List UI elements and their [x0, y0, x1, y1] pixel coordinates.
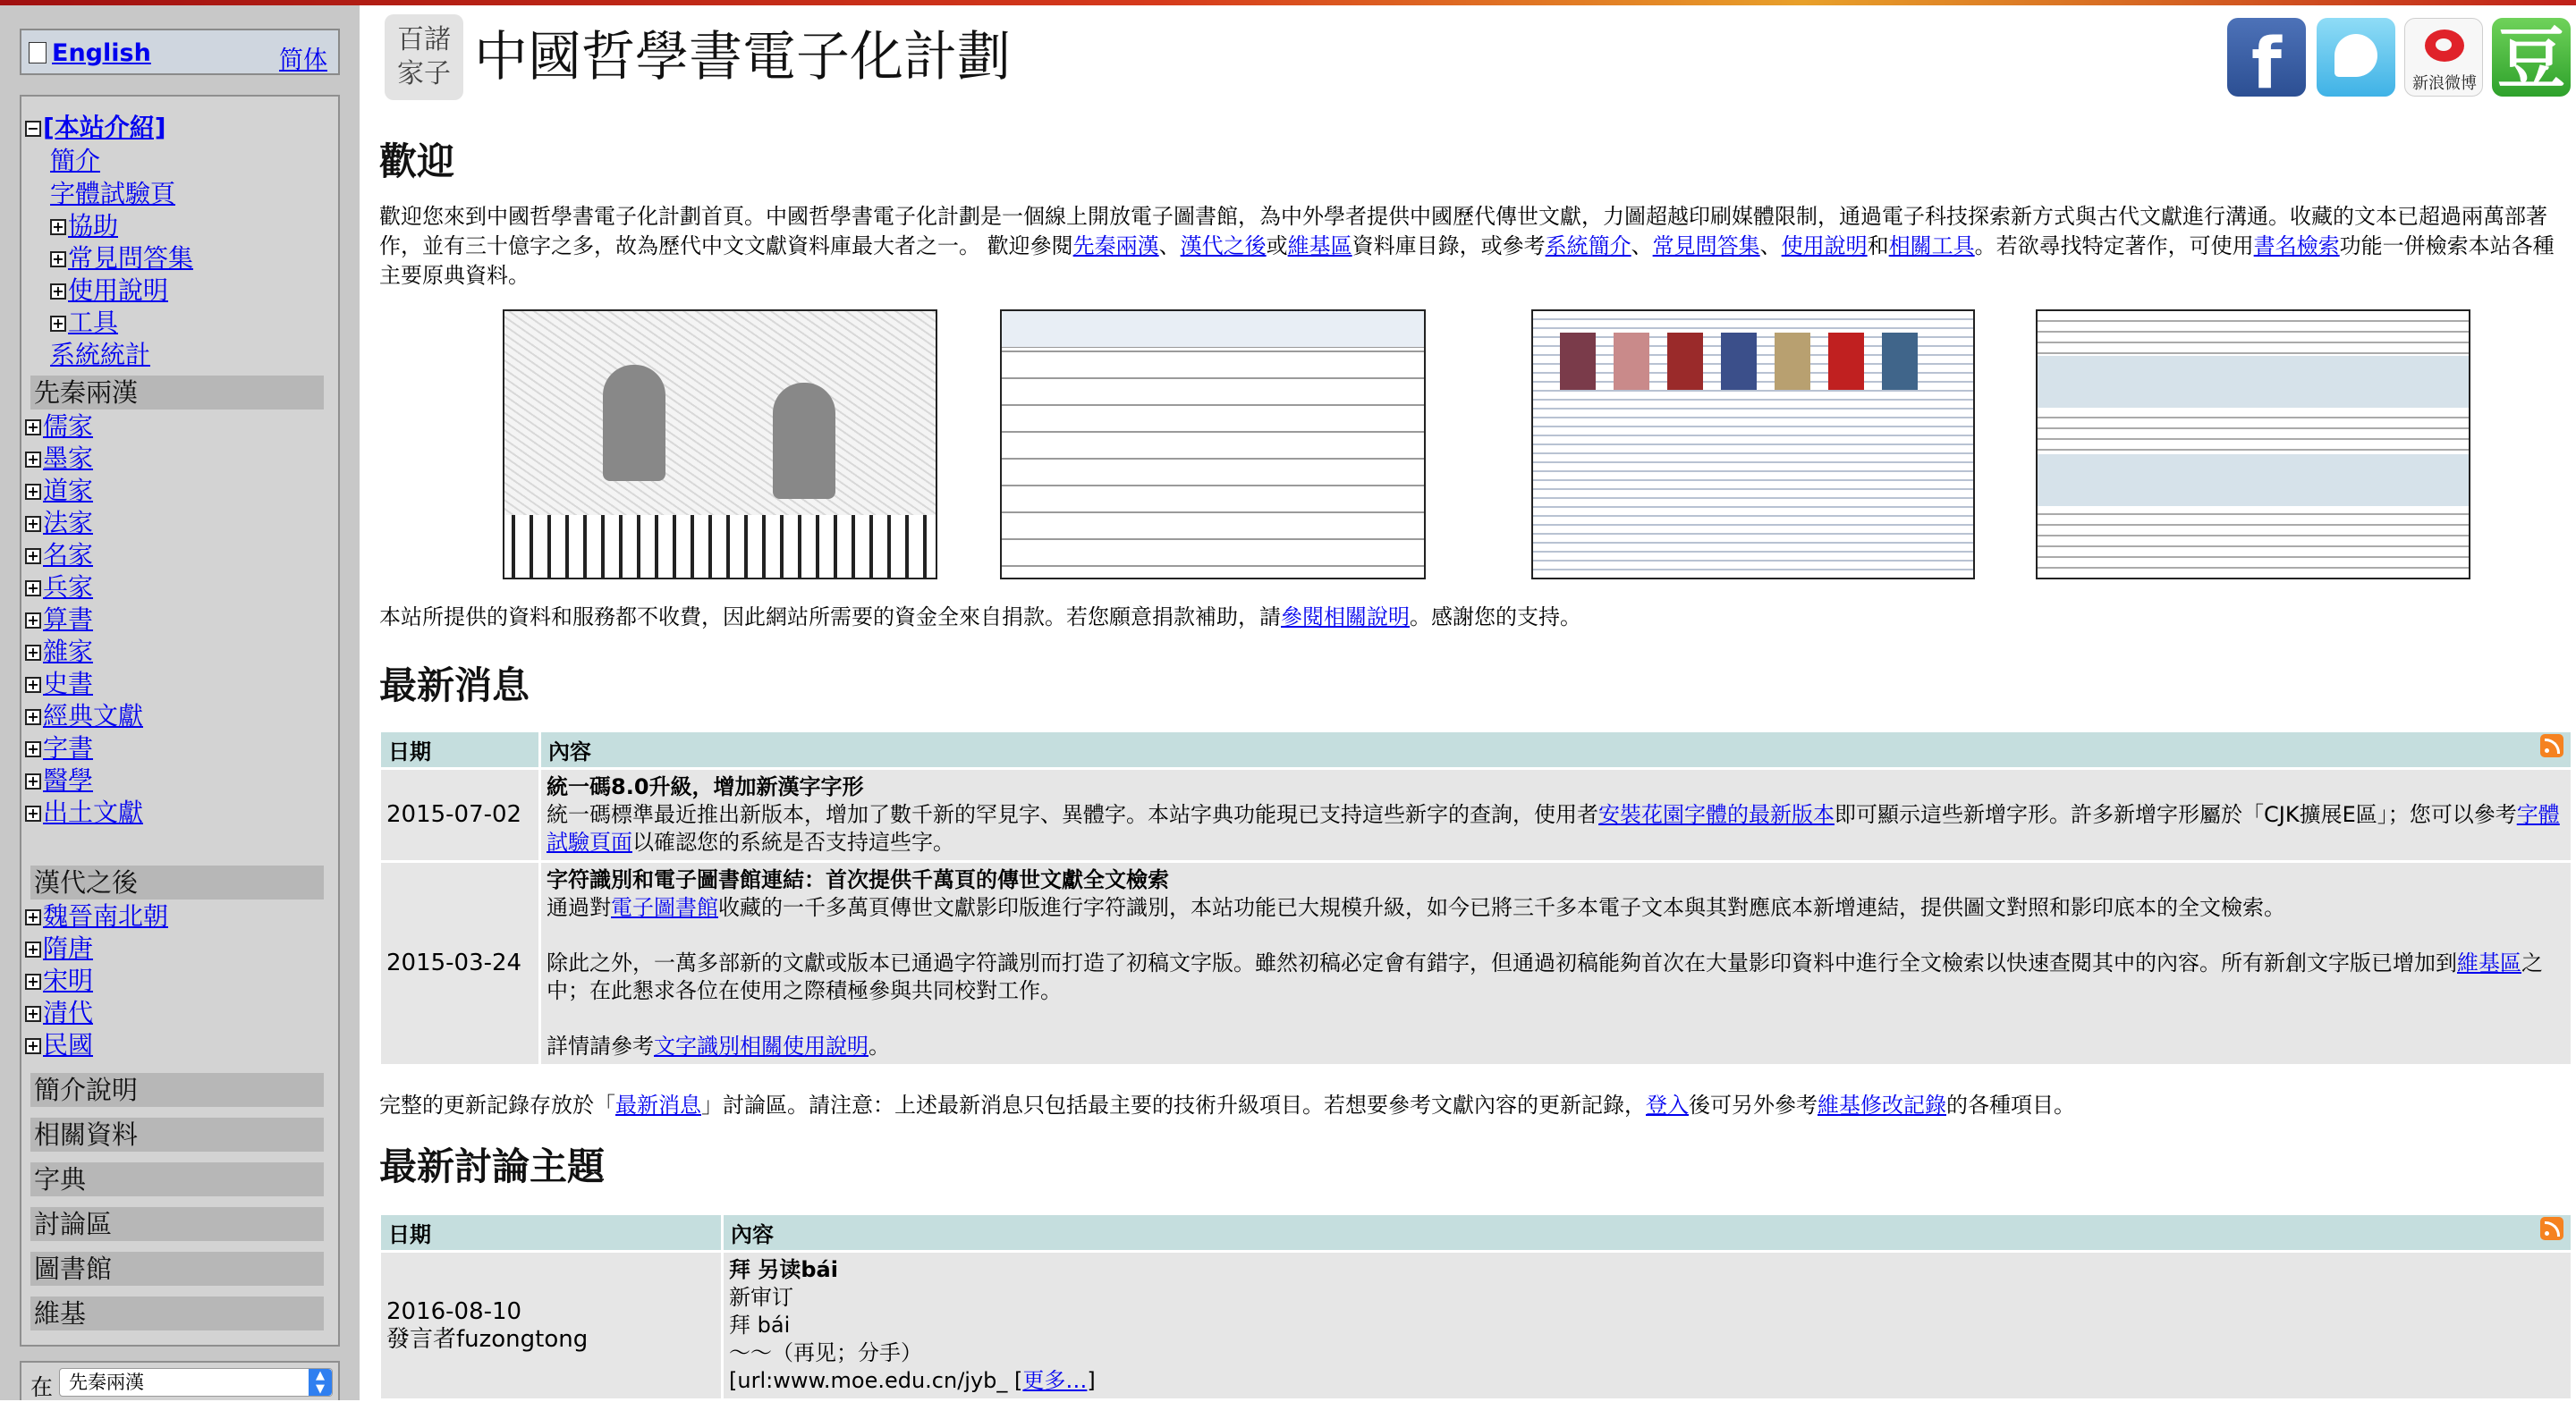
flag-icon: [29, 42, 47, 63]
expand-icon[interactable]: +: [25, 1038, 41, 1054]
expand-icon[interactable]: +: [25, 548, 41, 564]
expand-icon[interactable]: +: [25, 612, 41, 629]
link-faq[interactable]: 常見問答集: [1652, 233, 1760, 258]
link-wiki-area[interactable]: 維基區: [2457, 950, 2521, 975]
expand-icon[interactable]: +: [25, 709, 41, 725]
news-heading: 最新消息: [379, 663, 530, 707]
expand-icon[interactable]: +: [25, 773, 41, 790]
discussion-title: 拜 另读bái: [729, 1257, 838, 1282]
sidebar-link-bar[interactable]: 字典: [30, 1162, 324, 1196]
sidebar: [0, 5, 360, 1400]
link-donation-info[interactable]: 參閱相關說明: [1281, 604, 1410, 629]
discussion-col-date: 日期: [381, 1215, 721, 1250]
section-pre-qin[interactable]: 先秦兩漢: [30, 376, 324, 410]
expand-icon[interactable]: +: [25, 677, 41, 693]
social-green-icon[interactable]: 豆: [2492, 18, 2571, 97]
discussion-col-content: 內容: [724, 1215, 2571, 1250]
link-tools[interactable]: 相關工具: [1888, 233, 1975, 258]
welcome-heading: 歡迎: [379, 139, 455, 183]
expand-icon[interactable]: +: [25, 419, 41, 435]
select-arrows-icon: ▲ ▼: [309, 1369, 332, 1396]
nav-pre-qin-item[interactable]: + 字書: [25, 733, 93, 764]
sidebar-link-bar[interactable]: 簡介說明: [30, 1073, 324, 1107]
link-more[interactable]: 更多…: [1022, 1368, 1088, 1393]
expand-icon[interactable]: +: [25, 484, 41, 500]
news-footer: 完整的更新記錄存放於「最新消息」討論區。請注意：上述最新消息只包括最主要的技術升級項目。若想要參考文獻內容的更新記錄，登入後可另外參考維基修改記錄的各種項目。: [379, 1093, 2075, 1118]
expand-icon[interactable]: +: [25, 942, 41, 958]
link-manual[interactable]: 使用說明: [1781, 233, 1868, 258]
nav-pre-qin-item[interactable]: + 算書: [25, 604, 93, 635]
news-table: [378, 730, 2573, 1067]
section-post-han[interactable]: 漢代之後: [30, 866, 324, 899]
sidebar-link-bar[interactable]: 圖書館: [30, 1252, 324, 1286]
nav-font-test[interactable]: 字體試驗頁: [50, 179, 176, 208]
link-login[interactable]: 登入: [1646, 1093, 1689, 1118]
nav-pre-qin-item[interactable]: + 墨家: [25, 443, 93, 474]
nav-help[interactable]: + 協助: [50, 211, 118, 241]
link-ocr-help[interactable]: 文字識別相關使用說明: [654, 1034, 869, 1059]
nav-intro[interactable]: − [本站介紹]: [25, 113, 166, 143]
expand-icon[interactable]: +: [25, 580, 41, 596]
weibo-icon[interactable]: 新浪微博: [2404, 18, 2483, 97]
expand-icon[interactable]: +: [25, 909, 41, 925]
link-wiki-changes[interactable]: 維基修改記錄: [1818, 1093, 1946, 1118]
nav-pre-qin-item[interactable]: + 道家: [25, 476, 93, 506]
nav-manual[interactable]: + 使用說明: [50, 275, 168, 306]
nav-tools[interactable]: + 工具: [50, 308, 118, 338]
donation-paragraph: 本站所提供的資料和服務都不收費，因此網站所需要的資金全來自捐款。若您願意捐款補助，請參閱相關說明。感謝您的支持。: [379, 604, 1581, 629]
nav-post-han-item[interactable]: + 民國: [25, 1030, 93, 1060]
discussion-table: [378, 1212, 2573, 1401]
link-post-han[interactable]: 漢代之後: [1180, 233, 1267, 258]
expand-icon[interactable]: +: [25, 741, 41, 757]
scope-select[interactable]: [59, 1368, 333, 1397]
nav-pre-qin-item[interactable]: + 出土文獻: [25, 798, 143, 828]
expand-icon[interactable]: +: [25, 516, 41, 532]
news-date: 2015-03-24: [381, 863, 538, 1064]
link-digital-library[interactable]: 電子圖書館: [611, 895, 718, 920]
site-title: 中國哲學書電子化計劃: [474, 26, 1011, 89]
rss-icon[interactable]: [2540, 734, 2563, 757]
expand-icon[interactable]: +: [50, 316, 66, 332]
scope-label: 在: [30, 1374, 54, 1400]
discussion-meta: 2016-08-10 發言者fuzongtong: [381, 1253, 721, 1398]
nav-post-han-item[interactable]: + 清代: [25, 998, 93, 1028]
link-title-search[interactable]: 書名檢索: [2253, 233, 2340, 258]
expand-icon[interactable]: +: [50, 219, 66, 235]
sidebar-link-bar[interactable]: 相關資料: [30, 1118, 324, 1152]
nav-post-han-item[interactable]: + 宋明: [25, 966, 93, 996]
link-pre-qin[interactable]: 先秦兩漢: [1072, 233, 1159, 258]
news-content: 字符識別和電子圖書館連結：首次提供千萬頁的傳世文獻全文檢索 通過對電子圖書館收藏的一千多萬頁傳世文獻影印版進行字符識別，本站功能已大規模升級，如今已將三千多本電子文本與其對應底本新增連結，提供圖文對照和影印底本的全文檢索。 除此之外，一萬多部新的文獻或版本已通過字符識別而打造了初稿文字版。雖然初稿必定會有錯字，但通過初稿能夠首次在大量影印資料中進行全文檢索以快速查閱其中的內容。所有新創文字版已增加到維基區之中；在此懇求各位在使用之際積極參與共同校對工作。 詳情請參考文字識別相關使用說明。: [541, 863, 2571, 1064]
thumbnail-woodblock-illustration[interactable]: [503, 309, 937, 579]
nav-pre-qin-item[interactable]: + 儒家: [25, 411, 93, 442]
link-news-forum[interactable]: 最新消息: [615, 1093, 701, 1118]
link-wiki[interactable]: 維基區: [1287, 233, 1352, 258]
expand-icon[interactable]: +: [25, 452, 41, 468]
expand-icon[interactable]: +: [25, 645, 41, 661]
scope-selected: 先秦兩漢: [69, 1372, 144, 1393]
nav-pre-qin-item[interactable]: + 兵家: [25, 572, 93, 603]
scope-filter: [20, 1361, 340, 1400]
simplified-link[interactable]: 简体: [279, 46, 327, 74]
nav-pre-qin-item[interactable]: + 雜家: [25, 637, 93, 667]
nav-pre-qin-item[interactable]: + 名家: [25, 540, 93, 570]
table-row: [381, 863, 2571, 1064]
sidebar-link-bar[interactable]: 維基: [30, 1296, 324, 1330]
news-title: 統一碼8.0升級，增加新漢字字形: [547, 774, 864, 799]
facebook-icon[interactable]: f: [2227, 18, 2306, 97]
expand-icon[interactable]: +: [50, 283, 66, 300]
expand-icon[interactable]: +: [50, 251, 66, 267]
expand-icon[interactable]: +: [25, 974, 41, 990]
nav-pre-qin-item[interactable]: + 經典文獻: [25, 701, 143, 731]
news-title: 字符識別和電子圖書館連結：首次提供千萬頁的傳世文獻全文檢索: [547, 867, 1169, 892]
nav-jianjie[interactable]: 簡介: [50, 146, 101, 175]
expand-icon[interactable]: +: [25, 806, 41, 822]
nav-pre-qin-item[interactable]: + 醫學: [25, 765, 93, 796]
news-date: 2015-07-02: [381, 770, 538, 860]
site-logo[interactable]: 百諸家子: [385, 14, 463, 100]
twitter-icon[interactable]: [2317, 18, 2395, 97]
discussion-heading: 最新討論主題: [379, 1144, 606, 1188]
nav-stats[interactable]: 系統統計: [50, 340, 151, 369]
thumbnail-library-page[interactable]: [1531, 309, 1975, 579]
news-col-content: 內容: [541, 732, 2571, 767]
language-switcher: [20, 29, 340, 75]
main-content: [360, 5, 2576, 1400]
link-install-font[interactable]: 安裝花園字體的最新版本: [1598, 802, 1835, 827]
table-row: [381, 1253, 2571, 1398]
rss-icon[interactable]: [2540, 1217, 2563, 1240]
welcome-paragraph: 歡迎您來到中國哲學書電子化計劃首頁。中國哲學書電子化計劃是一個線上開放電子圖書館，為中外學者提供中國歷代傳世文獻，力圖超越印刷媒體限制，通過電子科技探索新方式與古代文獻進行溝通。收藏的文本已超過兩萬部著作，並有三十億字之多，故為歷代中文文獻資料庫最大者之一。 歡迎參閱先秦兩漢、漢代之後或維基區資料庫目錄，或參考系統簡介、常見問答集、使用說明和相關工具。若欲尋找特定著作，可使用書名檢索功能一併檢索本站各種主要原典資料。: [379, 204, 2555, 288]
poster-name: 發言者fuzongtong: [386, 1325, 589, 1353]
table-row: [381, 770, 2571, 860]
nav-pre-qin-item[interactable]: + 史書: [25, 669, 93, 699]
english-link[interactable]: English: [29, 39, 151, 67]
nav-faq[interactable]: + 常見問答集: [50, 243, 193, 274]
link-system-intro[interactable]: 系統簡介: [1545, 233, 1631, 258]
news-content: 統一碼8.0升級，增加新漢字字形 統一碼標準最近推出新版本，增加了數千新的罕見字、異體字。本站字典功能現已支持這些新字的查詢，使用者安裝花園字體的最新版本即可顯示這些新增字形。許多新增字形屬於「CJK擴展E區」；您可以參考字體試驗頁面以確認您的系統是否支持這些字。: [541, 770, 2571, 860]
link-font-test-page[interactable]: 字體試驗頁面: [547, 802, 2560, 855]
nav-pre-qin-item[interactable]: + 法家: [25, 508, 93, 538]
nav-post-han-item[interactable]: + 隋唐: [25, 933, 93, 964]
thumbnail-text-page[interactable]: [1000, 309, 1426, 579]
news-col-date: 日期: [381, 732, 538, 767]
nav-panel: [20, 95, 340, 1347]
expand-icon[interactable]: +: [25, 1006, 41, 1022]
sidebar-link-bar[interactable]: 討論區: [30, 1207, 324, 1241]
discussion-content: 拜 另读bái 新审订 拜 bái ～～（再见；分手） [url:www.moe.edu.cn/jyb_ [更多…]: [724, 1253, 2571, 1398]
collapse-icon[interactable]: −: [25, 121, 41, 137]
nav-post-han-item[interactable]: + 魏晉南北朝: [25, 901, 168, 932]
thumbnail-dictionary-page[interactable]: [2036, 309, 2470, 579]
